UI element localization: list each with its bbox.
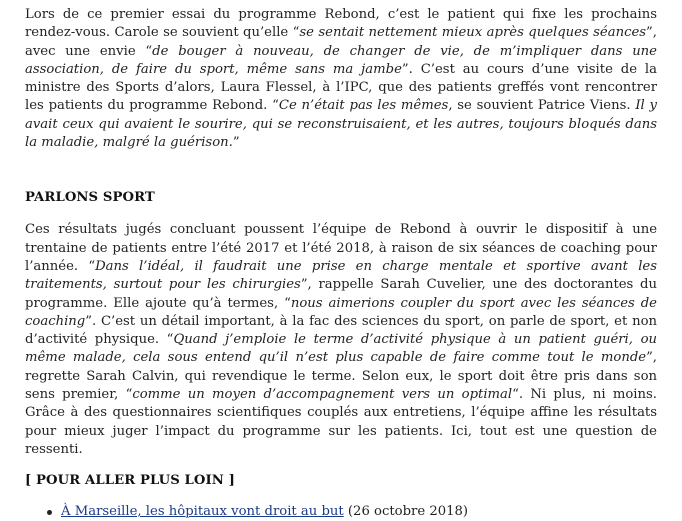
bullet-icon <box>47 510 52 515</box>
quote: Ce n’était pas les mêmes <box>278 98 449 114</box>
quote: nous aimerions coupler du sport avec les séances de coaching <box>25 295 657 329</box>
sport-text: “. Ni plus, ni moins. Grâce à des questionnaires scientifiques couplés aux entretiens, l’équipe affine les résultats pour mieux juger l’impact du programme sur les patients. Ici, tout est une question de ressenti. <box>25 387 657 457</box>
quote: de bouger à nouveau, de changer de vie, de m’impliquer dans une association, de faire du sport, même sans ma jambe <box>25 43 657 77</box>
further-reading-list <box>25 503 657 521</box>
intro-text: ”, avec une envie “ <box>25 25 657 59</box>
intro-text: Lors de ce premier essai du programme Rebond, c’est le patient qui fixe les prochains rendez-vous. Carole se souvient qu’elle “ <box>25 7 657 41</box>
quote: Il y avait ceux qui avaient le sourire, qui se reconstruisaient, et les autres, toujours bloqués dans la maladie, malgré la guérison. <box>25 98 657 151</box>
quote: Quand j’emploie le terme d’activité physique à un patient guéri, ou même malade, cela sous entend qu’il n’est plus capable de faire comme tout le monde <box>25 332 657 366</box>
article-body <box>25 6 657 521</box>
quote: Dans l’idéal, il faudrait une prise en charge mentale et sportive avant les traitements, surtout pour les chirurgies <box>25 258 657 293</box>
sport-text: Ces résultats jugés concluant poussent l’équipe de Rebond à ouvrir le dispositif à une trentaine de patients entre l’été 2017 et l’été 2018, à raison de six séances de coaching pour l’année. “ <box>25 222 657 274</box>
quote: se sentait nettement mieux après quelques séances <box>299 25 647 41</box>
sport-paragraph <box>25 221 657 459</box>
sport-text: ”, regrette Sarah Calvin, qui revendique le terme. Selon eux, le sport doit être pris dans son sens premier, “ <box>25 350 657 403</box>
article-link-marseille[interactable]: À Marseille, les hôpitaux vont droit au but <box>61 504 344 520</box>
quote: comme un moyen d’accompagnement vers un optimal <box>132 387 513 403</box>
link-date: (26 octobre 2018) <box>343 504 469 520</box>
sport-text: ”. C’est un détail important, à la fac des sciences du sport, on parle de sport, et non d’activité physique. “ <box>25 313 657 348</box>
intro-text: , se souvient Patrice Viens. <box>448 98 636 114</box>
sport-text: ”, rappelle Sarah Cuvelier, une des doctorantes du programme. Elle ajoute qu’à termes, “ <box>25 277 657 311</box>
intro-text: ” <box>232 135 240 151</box>
intro-text: ”. C’est au cours d’une visite de la ministre des Sports d’alors, Laura Flessel, à l’IPC, que des patients greffés vont rencontrer les patients du programme Rebond. “ <box>25 61 657 114</box>
section-heading-sport: PARLONS SPORT <box>25 190 155 206</box>
intro-paragraph <box>25 6 657 152</box>
section-heading-further-reading: [ POUR ALLER PLUS LOIN ] <box>25 473 235 489</box>
list-item <box>41 503 657 521</box>
